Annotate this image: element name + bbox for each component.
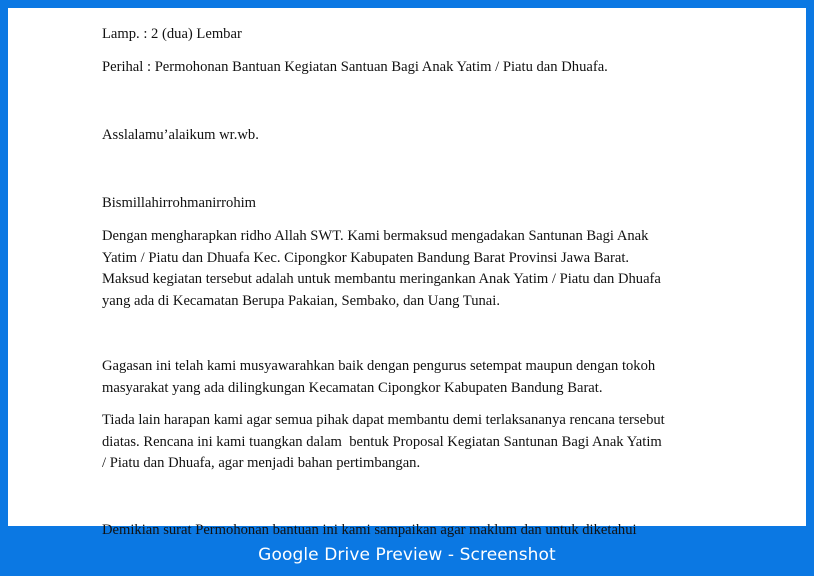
paragraph-2 — [102, 356, 655, 399]
paragraph-3-line: diatas. Rencana ini kami tuangkan dalam bentuk Proposal Kegiatan Santunan Bagi Anak Yatim — [102, 433, 662, 450]
paragraph-3-line: Tiada lain harapan kami agar semua pihak dapat membantu demi terlaksananya rencana tersebut — [102, 412, 665, 428]
paragraph-1-line: Yatim / Piatu dan Dhuafa Kec. Cipongkor Kabupaten Bandung Barat Provinsi Jawa Barat. — [102, 249, 630, 266]
paragraph-1 — [102, 226, 661, 312]
paragraph-3-line: / Piatu dan Dhuafa, agar menjadi bahan pertimbangan. — [102, 455, 421, 471]
paragraph-4-partial: Demikian surat Permohonan bantuan ini kami sampaikan agar maklum dan untuk diketahui — [102, 522, 637, 538]
perihal-line: Perihal : Permohonan Bantuan Kegiatan Santuan Bagi Anak Yatim / Piatu dan Dhuafa. — [102, 59, 608, 75]
lampiran-line: Lamp. : 2 (dua) Lembar — [102, 26, 242, 42]
paragraph-1-line: yang ada di Kecamatan Berupa Pakaian, Sembako, dan Uang Tunai. — [102, 292, 500, 309]
paragraph-1-line: Dengan mengharapkan ridho Allah SWT. Kami bermaksud mengadakan Santunan Bagi Anak — [102, 228, 649, 244]
paragraph-1-line: Maksud kegiatan tersebut adalah untuk membantu meringankan Anak Yatim / Piatu dan Dhuafa — [102, 271, 661, 287]
preview-title: Google Drive Preview - Screenshot — [258, 545, 556, 565]
document-viewport[interactable] — [8, 8, 806, 538]
paragraph-3 — [102, 410, 665, 475]
basmalah-line: Bismillahirrohmanirrohim — [102, 195, 257, 211]
paragraph-2-line: masyarakat yang ada dilingkungan Kecamatan Cipongkor Kabupaten Bandung Barat. — [102, 379, 603, 396]
paragraph-2-line: Gagasan ini telah kami musyawarahkan baik dengan pengurus setempat maupun dengan tokoh — [102, 358, 656, 374]
preview-title-bar — [0, 534, 814, 576]
salam-line: Asslalamu’alaikum wr.wb. — [102, 127, 259, 143]
